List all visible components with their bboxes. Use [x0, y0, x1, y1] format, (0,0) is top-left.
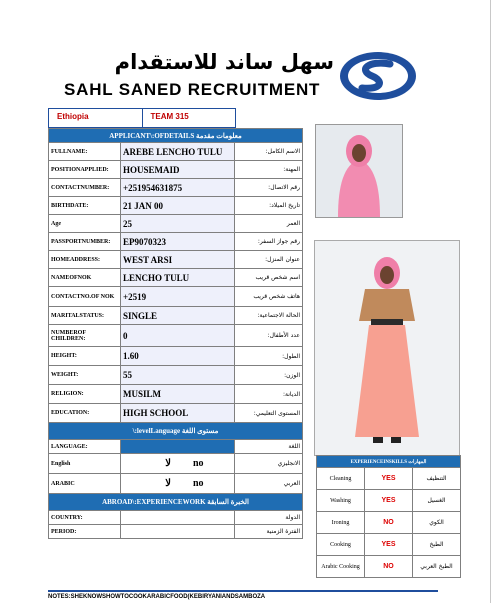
skill-name: Cleaning: [317, 468, 365, 490]
table-row: [49, 440, 303, 454]
table-row: [49, 474, 303, 494]
field-label: RELIGION:: [49, 385, 121, 404]
field-label: Age: [49, 215, 121, 233]
field-label-ar: اسم شخص قريب: [235, 269, 303, 287]
field-label-ar: المستوى التعليمي:: [235, 404, 303, 423]
skills-header: EXPERIENCEINSKILLS المهارات: [317, 456, 461, 468]
skill-name-ar: التنظيف: [413, 468, 461, 490]
skill-value: YES: [365, 468, 413, 490]
skill-value: NO: [365, 556, 413, 578]
country-label-ar: الدولة: [235, 511, 303, 525]
table-row: [317, 534, 461, 556]
table-row: [317, 468, 461, 490]
arabic-level: لا no: [121, 474, 235, 494]
table-row: [49, 179, 303, 197]
table-row: [49, 525, 303, 539]
field-label: BIRTHDATE:: [49, 197, 121, 215]
table-row: [317, 490, 461, 512]
passport-value: EP9070323: [121, 233, 235, 251]
field-label-ar: الطول:: [235, 347, 303, 366]
abroad-section-header: ABROAD\:EXPERIENCEWORK الخبرة السابقة: [49, 494, 303, 511]
applicant-section-header: APPLICANT\:OFDETAILS معلومات مقدمة: [49, 129, 303, 143]
table-row: [49, 197, 303, 215]
skill-name-ar: الغسيل: [413, 490, 461, 512]
field-label: HOMEADDRESS:: [49, 251, 121, 269]
language-label: LANGUAGE:: [49, 440, 121, 454]
team-label: TEAM 315: [142, 109, 236, 127]
skill-value: YES: [365, 490, 413, 512]
language-section-header: \:levelLanguage مستوى اللغة: [49, 423, 303, 440]
skill-name-ar: الطبخ: [413, 534, 461, 556]
field-label: CONTACTNUMBER:: [49, 179, 121, 197]
skill-name-ar: الكوي: [413, 512, 461, 534]
field-label: FULLNAME:: [49, 143, 121, 161]
table-row: [49, 325, 303, 347]
field-label-ar: رقم الاتصال:: [235, 179, 303, 197]
table-row: [49, 251, 303, 269]
company-name-english: SAHL SANED RECRUITMENT: [64, 80, 321, 99]
table-row: [49, 366, 303, 385]
skill-name: Washing: [317, 490, 365, 512]
language-name-ar: الانجليزي: [235, 454, 303, 474]
language-name: ARABIC: [49, 474, 121, 494]
table-row: [49, 269, 303, 287]
skill-name-ar: الطبخ العربي: [413, 556, 461, 578]
field-label-ar: الاسم الكامل:: [235, 143, 303, 161]
full-body-figure: [315, 241, 459, 455]
table-row: [49, 215, 303, 233]
period-label: PERIOD:: [49, 525, 121, 539]
children-value: 0: [121, 325, 235, 347]
country-value: [121, 511, 235, 525]
field-label: EDUCATION:: [49, 404, 121, 423]
table-row: [49, 347, 303, 366]
age-value: 25: [121, 215, 235, 233]
nok-name-value: LENCHO TULU: [121, 269, 235, 287]
field-label: CONTACTNO.OF NOK: [49, 287, 121, 307]
table-row: [49, 404, 303, 423]
field-label-ar: رقم جواز السفر:: [235, 233, 303, 251]
skill-value: NO: [365, 512, 413, 534]
language-name: English: [49, 454, 121, 474]
marital-value: SINGLE: [121, 307, 235, 325]
height-value: 1.60: [121, 347, 235, 366]
address-value: WEST ARSI: [121, 251, 235, 269]
table-row: [317, 512, 461, 534]
table-row: [49, 454, 303, 474]
field-label-ar: هاتف شخص قريب: [235, 287, 303, 307]
english-level: لا no: [121, 454, 235, 474]
contact-value: +251954631875: [121, 179, 235, 197]
table-row: [317, 556, 461, 578]
skill-value: YES: [365, 534, 413, 556]
table-row: [49, 287, 303, 307]
company-name-arabic: سهل ساند للاستقدام: [114, 50, 334, 74]
table-row: [49, 307, 303, 325]
table-row: [49, 161, 303, 179]
country-label: Ethiopia: [57, 112, 89, 121]
religion-value: MUSILM: [121, 385, 235, 404]
field-label: MARITALSTATUS:: [49, 307, 121, 325]
nok-contact-value: +2519: [121, 287, 235, 307]
table-row: [49, 233, 303, 251]
full-body-photo: [314, 240, 460, 456]
applicant-details-table: [48, 128, 303, 539]
position-value: HOUSEMAID: [121, 161, 235, 179]
company-header: [48, 44, 434, 106]
field-label: POSITIONAPPLIED:: [49, 161, 121, 179]
field-label-ar: تاريخ الميلاد:: [235, 197, 303, 215]
company-logo: [338, 50, 418, 102]
language-value-header: [121, 440, 235, 454]
full-name-value: AREBE LENCHO TULU: [121, 143, 235, 161]
skill-name: Cooking: [317, 534, 365, 556]
field-label-ar: العمر: [235, 215, 303, 233]
notes-line: NOTES:SHEKNOWSHOWTOCOOKARABICFOOD(KEBIRYANIANDSAMBOZA: [48, 590, 438, 607]
country-team-strip: [48, 108, 236, 128]
skill-name: Arabic Cooking: [317, 556, 365, 578]
field-label: HEIGHT:: [49, 347, 121, 366]
field-label: WEIGHT:: [49, 366, 121, 385]
country-label: COUNTRY:: [49, 511, 121, 525]
period-value: [121, 525, 235, 539]
table-row: [49, 511, 303, 525]
field-label: NUMBEROF CHILDREN:: [49, 325, 121, 347]
portrait-photo: [315, 124, 403, 218]
field-label-ar: عدد الأطفال:: [235, 325, 303, 347]
field-label-ar: الوزن:: [235, 366, 303, 385]
field-label-ar: الديانة:: [235, 385, 303, 404]
education-value: HIGH SCHOOL: [121, 404, 235, 423]
table-row: [49, 385, 303, 404]
table-row: [49, 143, 303, 161]
field-label-ar: الحالة الاجتماعية:: [235, 307, 303, 325]
field-label-ar: عنوان المنزل:: [235, 251, 303, 269]
portrait-figure: [316, 125, 402, 217]
language-label-ar: اللغة: [235, 440, 303, 454]
language-name-ar: العربي: [235, 474, 303, 494]
field-label-ar: المهنة:: [235, 161, 303, 179]
skill-name: Ironing: [317, 512, 365, 534]
skills-table: [316, 455, 461, 578]
period-label-ar: الفترة الزمنية: [235, 525, 303, 539]
weight-value: 55: [121, 366, 235, 385]
field-label: NAMEOFNOK: [49, 269, 121, 287]
field-label: PASSPORTNUMBER:: [49, 233, 121, 251]
birthdate-value: 21 JAN 00: [121, 197, 235, 215]
